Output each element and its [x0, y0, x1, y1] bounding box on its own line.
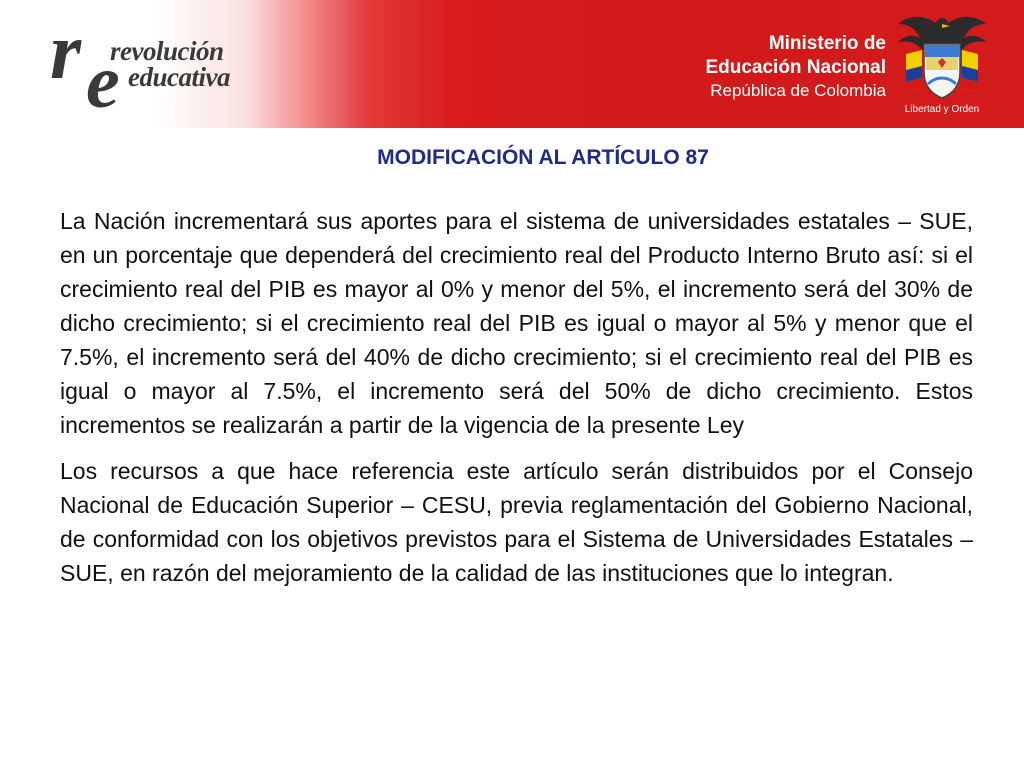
- paragraph-1: La Nación incrementará sus aportes para el sistema de universidades estatales – SUE, en un porcentaje que dependerá del crecimiento real del Producto Interno Bruto así: si el crecimiento real del PIB es mayor al 0% y menor del 5%, el incremento será del 30% de dicho crecimiento; si el crecimiento real del PIB es igual o mayor al 5% y menor que el 7.5%, el incremento será del 40% de dicho crecimiento; si el crecimiento real del PIB es igual o mayor al 7.5%, el incremento será del 50% de dicho crecimiento. Estos incrementos se realizarán a partir de la vigencia de la presente Ley: [60, 208, 973, 438]
- motto-text: Libertad y Orden: [904, 104, 980, 115]
- coat-of-arms: [892, 10, 992, 118]
- logo-line-2: educativa: [128, 62, 230, 92]
- ministry-line-2: Educación Nacional: [705, 57, 886, 78]
- ministry-name: [705, 32, 886, 102]
- page-title: MODIFICACIÓN AL ARTÍCULO 87: [377, 146, 709, 169]
- ministry-line-1: Ministerio de: [768, 33, 886, 54]
- ministry-line-3: República de Colombia: [710, 81, 886, 100]
- header-banner: [0, 0, 1024, 128]
- coat-of-arms-icon: [892, 10, 992, 104]
- document-body: [60, 204, 973, 602]
- paragraph-2: Los recursos a que hace referencia este artículo serán distribuidos por el Consejo Nacional de Educación Superior – CESU, previa reglamentación del Gobierno Nacional, de conformidad con los objetivos previstos para el Sistema de Universidades Estatales – SUE, en razón del mejoramiento de la calidad de las instituciones que lo integran.: [60, 458, 973, 586]
- logo-line-1: revolución: [110, 36, 224, 66]
- revolucion-educativa-logo: r e revolución educativa: [50, 8, 230, 124]
